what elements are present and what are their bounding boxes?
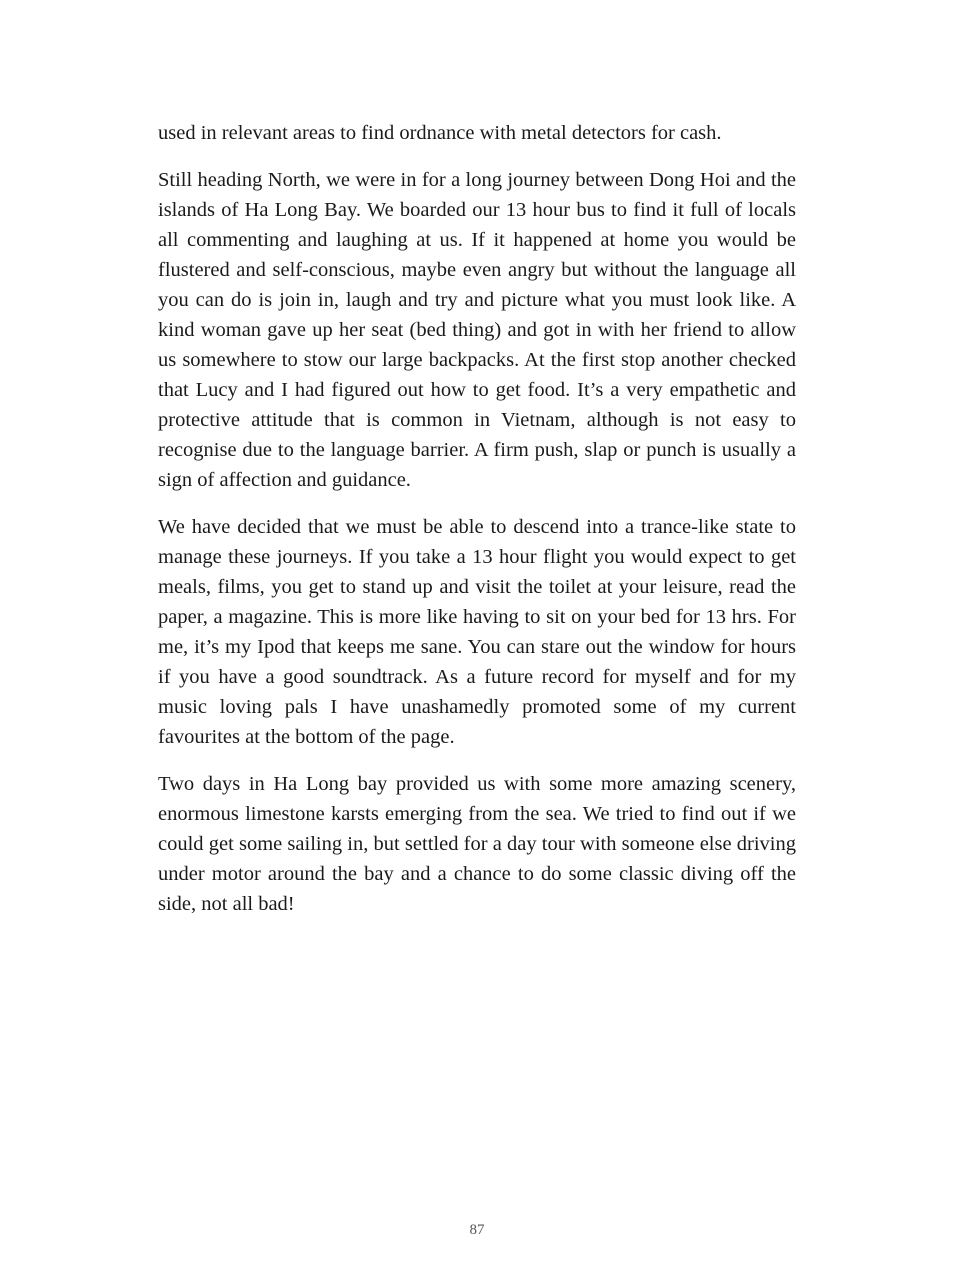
- paragraph-1: used in relevant areas to find ordnance with metal detectors for cash.: [158, 122, 722, 144]
- paragraph-4: Two days in Ha Long bay provided us with some more amazing scenery, enormous limestone karsts emerging from the sea. We tried to find out if we could get some sailing in, but settled for a day tour with someone else driving under motor around the bay and a chance to do some classic diving off the side, not all bad!: [158, 773, 796, 915]
- paragraph-2: Still heading North, we were in for a long journey between Dong Hoi and the islands of Ha Long Bay. We boarded our 13 hour bus to find it full of locals all commenting and laughing at us. If it happened at home you would be flustered and self-conscious, maybe even angry but without the language all you can do is join in, laugh and try and picture what you must look like. A kind woman gave up her seat (bed thing) and got in with her friend to allow us somewhere to stow our large backpacks. At the first stop another checked that Lucy and I had figured out how to get food. It’s a very empathetic and protective attitude that is common in Vietnam, although is not easy to recognise due to the language barrier. A firm push, slap or punch is usually a sign of affection and guidance.: [158, 169, 796, 491]
- paragraph-3: We have decided that we must be able to descend into a trance-like state to manage these journeys. If you take a 13 hour flight you would expect to get meals, films, you get to stand up and visit the toilet at your leisure, read the paper, a magazine. This is more like having to sit on your bed for 13 hrs. For me, it’s my Ipod that keeps me sane. You can stare out the window for hours if you have a good soundtrack. As a future record for myself and for my music loving pals I have unashamedly promoted some of my current favourites at the bottom of the page.: [158, 516, 796, 748]
- page-number: 87: [469, 1222, 485, 1238]
- body-text: [158, 118, 796, 936]
